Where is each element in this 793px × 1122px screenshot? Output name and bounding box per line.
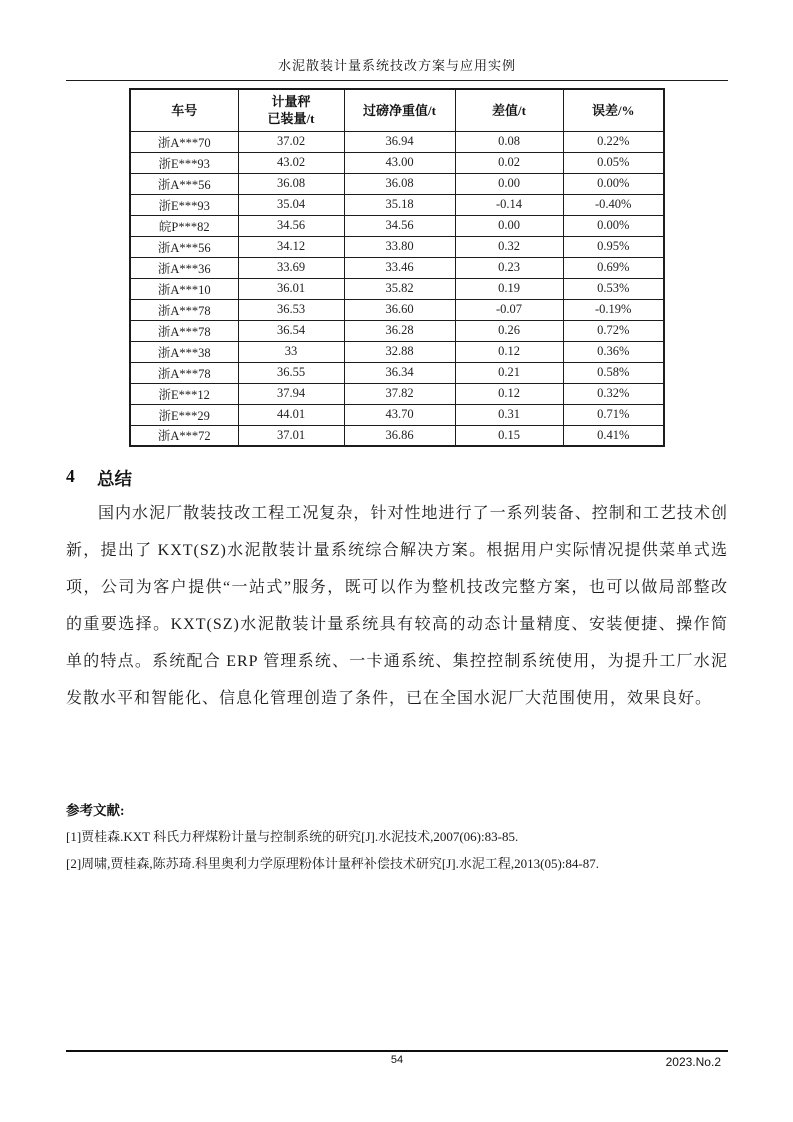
table-cell: 36.28 — [344, 320, 455, 341]
table-cell: 浙E***93 — [130, 194, 238, 215]
page-number: 54 — [390, 1054, 404, 1066]
table-cell: 33.69 — [238, 257, 344, 278]
table-cell: 浙A***70 — [130, 131, 238, 152]
table-cell: 0.23 — [455, 257, 563, 278]
table-row — [130, 341, 664, 362]
table-cell: 0.72% — [563, 320, 664, 341]
section-title: 总结 — [97, 469, 132, 489]
table-row — [130, 236, 664, 257]
table-cell: 0.05% — [563, 152, 664, 173]
table-cell: 0.08 — [455, 131, 563, 152]
table-cell: 0.32 — [455, 236, 563, 257]
weighing-results-table — [129, 88, 665, 447]
table-cell: 36.01 — [238, 278, 344, 299]
table-cell: 43.00 — [344, 152, 455, 173]
table-row — [130, 299, 664, 320]
table-cell: -0.07 — [455, 299, 563, 320]
table-cell: 44.01 — [238, 404, 344, 425]
table-cell: 浙A***56 — [130, 173, 238, 194]
column-header-weighbridge-net — [344, 89, 455, 131]
table-row — [130, 278, 664, 299]
table-cell: 浙A***72 — [130, 425, 238, 446]
table-cell: 35.82 — [344, 278, 455, 299]
table-cell: 36.08 — [238, 173, 344, 194]
table-cell: 0.22% — [563, 131, 664, 152]
table-cell: 0.58% — [563, 362, 664, 383]
column-header-label: 计量秤 — [271, 94, 311, 110]
table-cell: 33 — [238, 341, 344, 362]
section-heading — [66, 466, 728, 491]
table-row — [130, 215, 664, 236]
table-cell: 0.00 — [455, 173, 563, 194]
table-header-row — [130, 89, 664, 131]
table-cell: 浙A***78 — [130, 299, 238, 320]
table-cell: 皖P***82 — [130, 215, 238, 236]
table-row — [130, 404, 664, 425]
reference-item: [2]周啸,贾桂森,陈苏琦.科里奥利力学原理粉体计量秤补偿技术研究[J].水泥工程,2013(05):84-87. — [66, 856, 599, 871]
table-cell: 浙A***78 — [130, 362, 238, 383]
table-cell: 35.18 — [344, 194, 455, 215]
table-cell: 36.34 — [344, 362, 455, 383]
table-cell: 0.19 — [455, 278, 563, 299]
table-cell: 0.71% — [563, 404, 664, 425]
column-header-label: 过磅净重值/t — [363, 102, 436, 118]
table-cell: 36.86 — [344, 425, 455, 446]
table-cell: 32.88 — [344, 341, 455, 362]
column-header-difference — [455, 89, 563, 131]
table-cell: 0.00% — [563, 215, 664, 236]
table-cell: 0.69% — [563, 257, 664, 278]
table-row — [130, 320, 664, 341]
page-content — [66, 0, 728, 1122]
table-cell: -0.40% — [563, 194, 664, 215]
table-cell: 0.53% — [563, 278, 664, 299]
table-cell: 34.56 — [344, 215, 455, 236]
column-header-label: 已装量/t — [267, 111, 315, 127]
body-paragraph: 国内水泥厂散装技改工程工况复杂，针对性地进行了一系列装备、控制和工艺技术创新，提出了 KXT(SZ)水泥散装计量系统综合解决方案。根据用户实际情况提供菜单式选项，公司为客户提供“一站式”服务，既可以作为整机技改完整方案，也可以做局部整改的重要选择。KXT(SZ)水泥散装计量系统具有较高的动态计量精度、安装便捷、操作简单的特点。系统配合 ERP 管理系统、一卡通系统、集控控制系统使用，为提升工厂水泥发散水平和智能化、信息化管理创造了条件，已在全国水泥厂大范围使用，效果良好。 — [66, 505, 728, 707]
table-cell: 0.32% — [563, 383, 664, 404]
references-section — [66, 799, 728, 877]
column-header-scale-loaded — [238, 89, 344, 131]
column-header-vehicle — [130, 89, 238, 131]
table-cell: 37.82 — [344, 383, 455, 404]
running-title: 水泥散装计量系统技改方案与应用实例 — [277, 58, 516, 73]
table-cell: 浙E***29 — [130, 404, 238, 425]
table-cell: 浙A***10 — [130, 278, 238, 299]
table-cell: 34.56 — [238, 215, 344, 236]
table-cell: 浙A***38 — [130, 341, 238, 362]
table-cell: 33.80 — [344, 236, 455, 257]
table-cell: -0.14 — [455, 194, 563, 215]
table-cell: 43.70 — [344, 404, 455, 425]
table-row — [130, 362, 664, 383]
table-body — [130, 131, 664, 446]
reference-item: [1]贾桂森.KXT 科氏力秤煤粉计量与控制系统的研究[J].水泥技术,2007(06):83-85. — [66, 829, 519, 844]
table-cell: 34.12 — [238, 236, 344, 257]
table-cell: 浙A***56 — [130, 236, 238, 257]
table-cell: 0.95% — [563, 236, 664, 257]
table-cell: 36.08 — [344, 173, 455, 194]
column-header-label: 差值/t — [492, 102, 526, 118]
table-row — [130, 425, 664, 446]
issue-label: 2023.No.2 — [665, 1055, 721, 1069]
table-cell: 0.15 — [455, 425, 563, 446]
table-cell: 36.94 — [344, 131, 455, 152]
table-cell: 0.00% — [563, 173, 664, 194]
table-cell: 37.94 — [238, 383, 344, 404]
table-row — [130, 383, 664, 404]
table-row — [130, 152, 664, 173]
table-cell: 浙E***93 — [130, 152, 238, 173]
header-rule — [66, 80, 728, 81]
table-cell: 36.54 — [238, 320, 344, 341]
table-row — [130, 194, 664, 215]
table-row — [130, 131, 664, 152]
table-cell: 浙A***78 — [130, 320, 238, 341]
table-cell: 37.01 — [238, 425, 344, 446]
table-cell: 36.55 — [238, 362, 344, 383]
table-cell: 0.12 — [455, 383, 563, 404]
table-cell: 0.36% — [563, 341, 664, 362]
table-cell: 0.21 — [455, 362, 563, 383]
section-number: 4 — [66, 466, 75, 486]
column-header-label: 误差/% — [591, 102, 635, 118]
table-cell: -0.19% — [563, 299, 664, 320]
table-cell: 0.12 — [455, 341, 563, 362]
table-cell: 0.26 — [455, 320, 563, 341]
table-cell: 0.31 — [455, 404, 563, 425]
table-cell: 浙E***12 — [130, 383, 238, 404]
table-cell: 35.04 — [238, 194, 344, 215]
table-row — [130, 173, 664, 194]
table-cell: 0.41% — [563, 425, 664, 446]
column-header-error — [563, 89, 664, 131]
table-cell: 0.00 — [455, 215, 563, 236]
references-heading: 参考文献: — [66, 803, 125, 818]
table-header — [130, 89, 664, 131]
page-footer — [66, 1050, 728, 1069]
column-header-label: 车号 — [171, 102, 198, 118]
table-cell: 43.02 — [238, 152, 344, 173]
table-cell: 0.02 — [455, 152, 563, 173]
table-cell: 33.46 — [344, 257, 455, 278]
table-cell: 36.53 — [238, 299, 344, 320]
table-cell: 浙A***36 — [130, 257, 238, 278]
table-row — [130, 257, 664, 278]
table-cell: 36.60 — [344, 299, 455, 320]
table-cell: 37.02 — [238, 131, 344, 152]
